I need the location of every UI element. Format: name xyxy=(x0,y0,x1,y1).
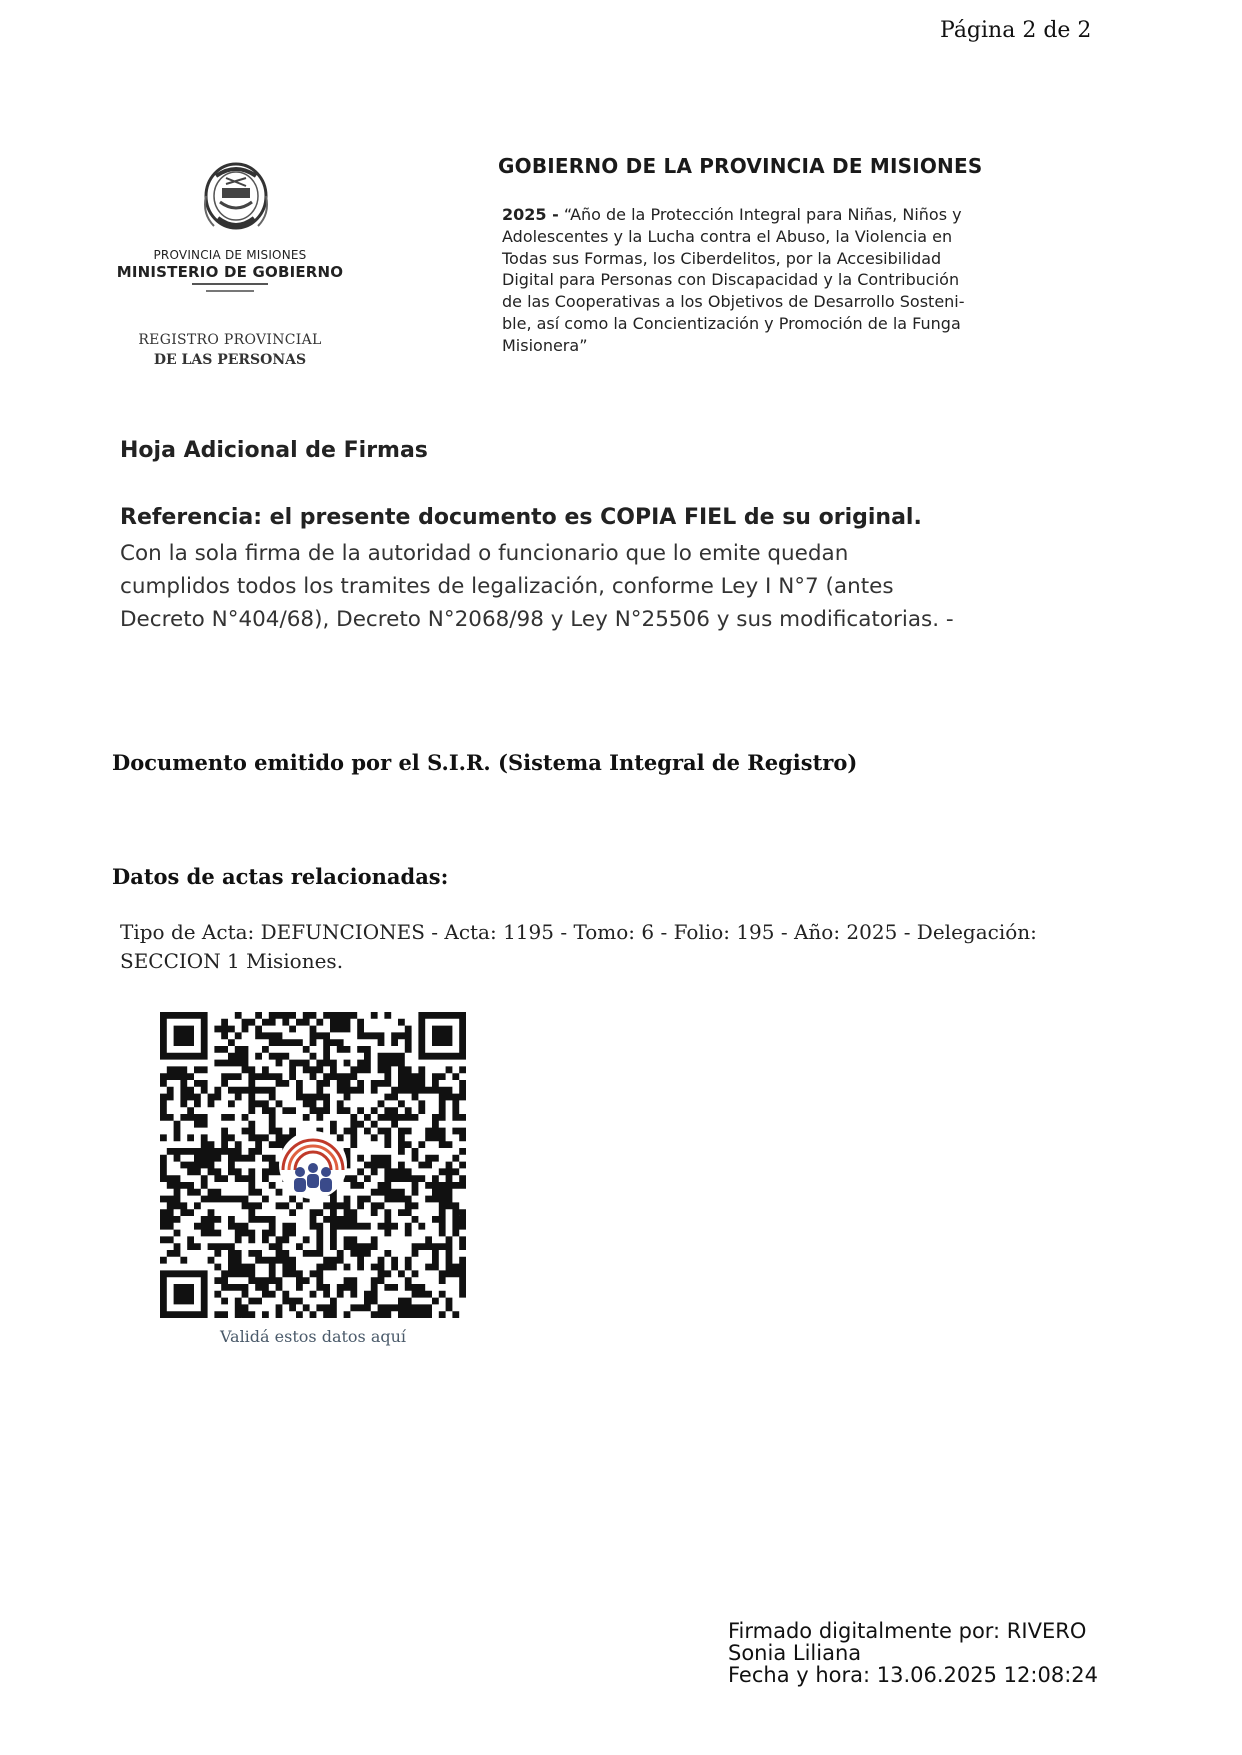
ministry-line2: MINISTERIO DE GOBIERNO xyxy=(116,263,344,281)
qr-caption[interactable]: Validá estos datos aquí xyxy=(219,1327,407,1346)
qr-code-icon[interactable] xyxy=(160,1012,466,1318)
registry-line2: DE LAS PERSONAS xyxy=(153,352,307,368)
reference-title: Referencia: el presente documento es COPIA FIEL de su original. xyxy=(120,505,922,530)
ministry-line1: PROVINCIA DE MISIONES xyxy=(153,248,307,262)
digital-signature: Firmado digitalmente por: RIVERO Sonia Liliana Fecha y hora: 13.06.2025 12:08:24 xyxy=(728,1619,1098,1687)
page-number: Página 2 de 2 xyxy=(940,18,1092,43)
provincia-de-misiones-seal-icon xyxy=(192,156,280,240)
reference-text: Con la sola firma de la autoridad o funcionario que lo emite quedan cumplidos todos los tramites de legalización, conforme Ley I N°7 (antes Decreto N°404/68), Decreto N°2068/98 y Ley N°25506 y sus modificatorias. - xyxy=(120,541,954,632)
ministry-block xyxy=(110,248,350,281)
registry-block xyxy=(110,330,350,370)
ministry-divider-short xyxy=(206,290,254,292)
issued-by: Documento emitido por el S.I.R. (Sistema Integral de Registro) xyxy=(112,750,858,775)
related-records-text: Tipo de Acta: DEFUNCIONES - Acta: 1195 - Tomo: 6 - Folio: 195 - Año: 2025 - Delegación: SECCION 1 Misiones. xyxy=(120,920,1037,973)
related-records-title: Datos de actas relacionadas: xyxy=(112,864,449,889)
government-title: GOBIERNO DE LA PROVINCIA DE MISIONES xyxy=(498,154,983,178)
registry-line1: REGISTRO PROVINCIAL xyxy=(138,332,322,348)
sheet-title: Hoja Adicional de Firmas xyxy=(120,438,428,463)
year-motto xyxy=(502,204,1002,357)
year-label: 2025 - xyxy=(502,205,559,224)
year-motto-text: “Año de la Protección Integral para Niñas, Niños y Adolescentes y la Lucha contra el Abuso, la Violencia en Todas sus Formas, los Ciberdelitos, por la Accesibilidad Digital para Personas con Discapacidad y la Contribución de las Cooperativas a los Objetivos de Desarrollo Sosteni- ble, así como la Concientización y Promoción de la Funga Misionera” xyxy=(502,205,965,355)
ministry-divider xyxy=(192,283,268,285)
qr-center-logo-icon xyxy=(279,1131,347,1199)
